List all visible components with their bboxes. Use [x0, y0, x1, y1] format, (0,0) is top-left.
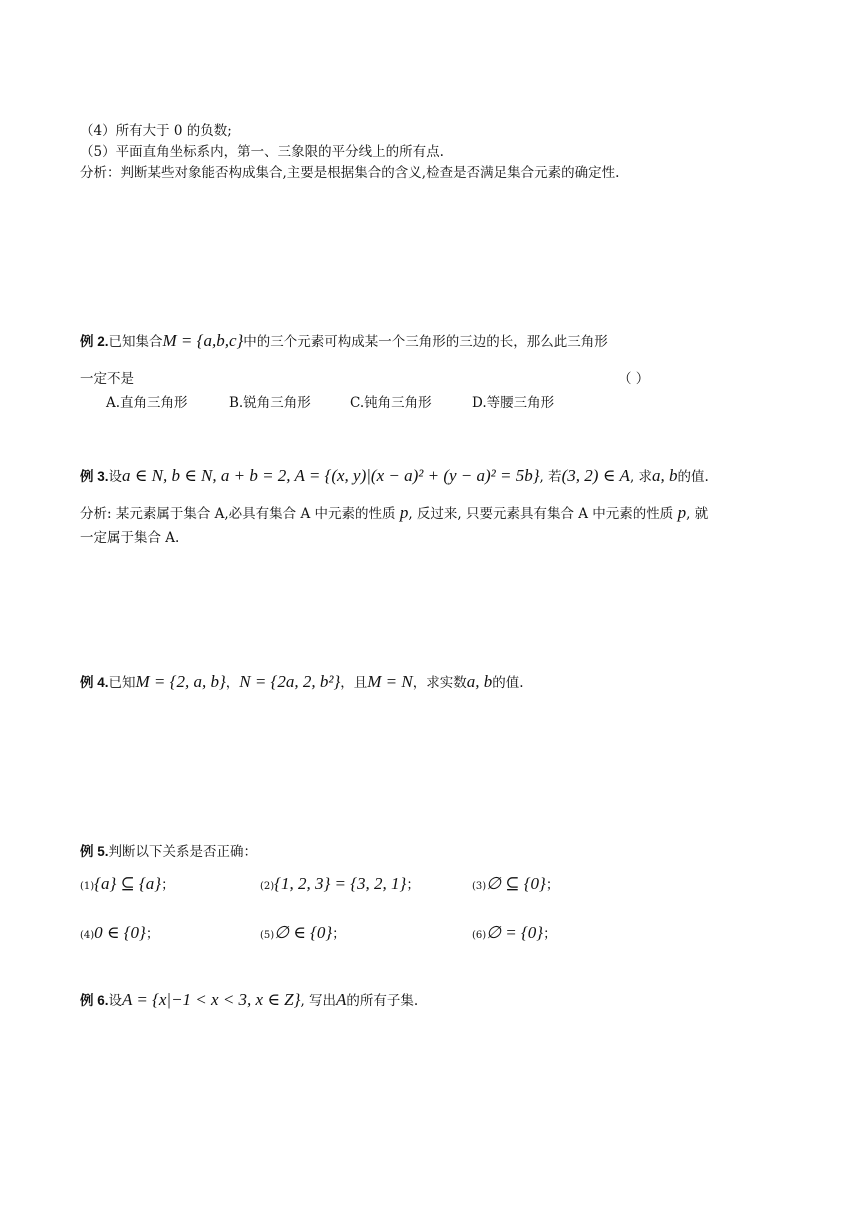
example-6-a: A — [336, 990, 347, 1009]
item-5: （5）平面直角坐标系内，第一、三象限的平分线上的所有点. — [80, 144, 444, 160]
example-6-mid: , 写出 — [300, 993, 337, 1009]
example-2-label: 例 2. — [80, 334, 109, 349]
relation-1-expr: {a} ⊆ {a} — [94, 874, 162, 893]
example-3-pre: 设 — [108, 469, 123, 485]
example-3-post: 的值. — [677, 469, 709, 485]
example-5-line — [80, 843, 257, 861]
example-2-set: M = {a,b,c} — [162, 331, 244, 350]
relation-3-expr: ∅ ⊆ {0} — [486, 874, 546, 893]
option-d: D.等腰三角形 — [472, 395, 555, 411]
example-3-ab: a, b — [652, 466, 678, 485]
item-4: （4）所有大于 0 的负数; — [80, 123, 232, 139]
example-3-mid2: , 求 — [629, 469, 653, 485]
example-6-label: 例 6. — [80, 993, 109, 1008]
relation-3-num: (3) — [472, 881, 487, 892]
example-3-label: 例 3. — [80, 469, 109, 484]
relation-1-num: (1) — [80, 881, 95, 892]
relation-2-end: ； — [406, 877, 420, 893]
example-3-line-1 — [80, 467, 709, 486]
example-4-label: 例 4. — [80, 675, 109, 690]
option-a: A.直角三角形 — [106, 395, 188, 411]
example-2-pre: 已知集合 — [108, 334, 163, 350]
example-4-equality: M = N — [367, 672, 413, 691]
relation-5-end: ； — [332, 926, 346, 942]
relation-6 — [472, 923, 557, 946]
relation-4 — [80, 923, 159, 946]
example-6-pre: 设 — [108, 993, 123, 1009]
relation-4-expr: 0 ∈ {0} — [94, 923, 146, 942]
example-4-post: 的值. — [492, 675, 524, 691]
relation-1-end: ； — [161, 877, 175, 893]
example-4-mid2: ，求实数 — [412, 675, 467, 691]
relation-5 — [260, 923, 346, 946]
example-2-line-2: 一定不是 — [80, 371, 134, 387]
relation-5-num: (5) — [260, 930, 275, 941]
relation-3 — [472, 874, 559, 897]
relation-1 — [80, 874, 175, 897]
relation-4-num: (4) — [80, 930, 95, 941]
example-3-point: (3, 2) ∈ A — [561, 466, 630, 485]
relation-3-end: ； — [545, 877, 560, 893]
example-5-text: 判断以下关系是否正确： — [108, 844, 258, 860]
option-b: B.锐角三角形 — [229, 395, 311, 411]
analysis-3-text-2: , 反过来, 只要元素具有集合 A 中元素的性质 — [408, 506, 674, 522]
example-4-set-m: M = {2, a, b} — [135, 672, 226, 691]
relation-6-expr: ∅ = {0} — [486, 923, 544, 942]
relation-6-end: ； — [543, 926, 557, 942]
relation-4-end: ； — [145, 926, 160, 942]
example-2-post: 中的三个元素可构成某一个三角形的三边的长，那么此三角形 — [243, 334, 608, 350]
example-3-condition: a ∈ N, b ∈ N, a + b = 2, A = {(x, y)|(x − a)² + (y − a)² = 5b} — [122, 466, 540, 485]
example-6-post: 的所有子集. — [346, 993, 419, 1009]
analysis-1: 分析：判断某些对象能否构成集合,主要是根据集合的含义,检查是否满足集合元素的确定性. — [80, 165, 620, 181]
example-6-set: A = {x|−1 < x < 3, x ∈ Z} — [122, 990, 301, 1009]
example-4-line — [80, 673, 524, 692]
example-5-label: 例 5. — [80, 844, 109, 859]
example-4-mid: ，且 — [340, 675, 368, 691]
relation-2-num: (2) — [260, 881, 275, 892]
relation-6-num: (6) — [472, 930, 487, 941]
example-3-analysis-2: 一定属于集合 A. — [80, 530, 180, 546]
analysis-3-text-1: 分析: 某元素属于集合 A,必具有集合 A 中元素的性质 — [80, 506, 396, 522]
analysis-3-p-1: p — [399, 503, 409, 522]
analysis-3-text-3: , 就 — [686, 506, 709, 522]
relation-2 — [260, 874, 420, 897]
example-6-line — [80, 991, 418, 1010]
example-4-pre: 已知 — [108, 675, 136, 691]
relation-5-expr: ∅ ∈ {0} — [274, 923, 333, 942]
answer-paren: （ ） — [618, 371, 650, 387]
relation-2-expr: {1, 2, 3} = {3, 2, 1} — [274, 874, 407, 893]
example-3-mid: , 若 — [539, 469, 562, 485]
option-c: C.钝角三角形 — [350, 395, 432, 411]
example-4-sep: ， — [225, 675, 240, 691]
analysis-3-p-2: p — [677, 503, 687, 522]
example-4-ab: a, b — [466, 672, 493, 691]
example-3-analysis-1 — [80, 504, 708, 523]
example-2-line-1 — [80, 332, 608, 351]
example-4-set-n: N = {2a, 2, b²} — [239, 672, 341, 691]
